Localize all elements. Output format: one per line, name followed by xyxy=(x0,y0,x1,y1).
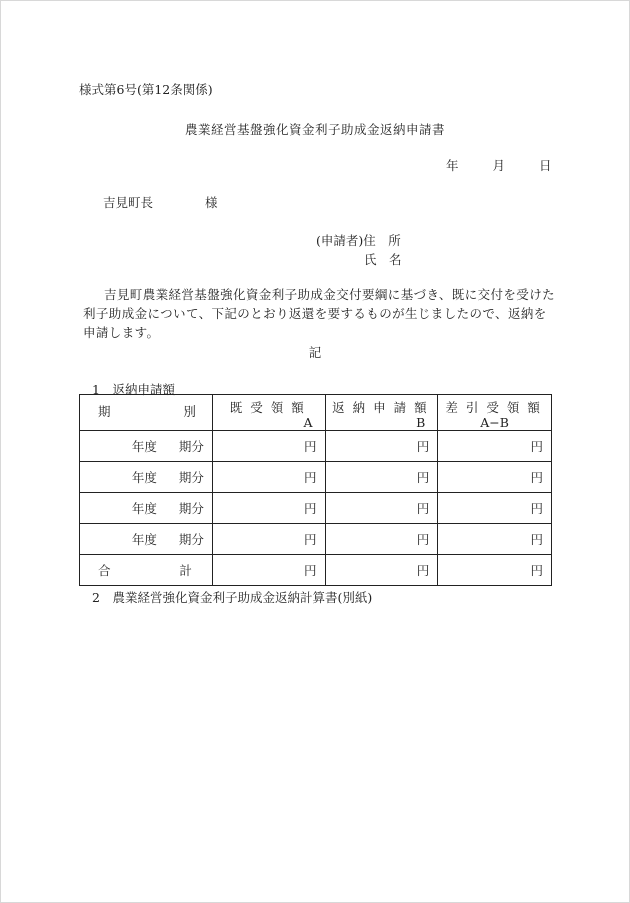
header-balance xyxy=(438,395,552,431)
table-row xyxy=(80,462,552,493)
refund-cell: 円 xyxy=(325,493,438,524)
refund-table xyxy=(79,394,552,586)
header-balance-sub: A−B xyxy=(480,415,509,430)
period-label: 期分 xyxy=(178,532,204,547)
total-received-cell: 円 xyxy=(212,555,325,586)
header-received-label: 既受領額 xyxy=(229,400,312,415)
period-cell xyxy=(80,431,213,462)
total-row xyxy=(80,555,552,586)
date-day: 日 xyxy=(538,158,552,173)
balance-cell: 円 xyxy=(438,431,552,462)
balance-cell: 円 xyxy=(438,493,552,524)
table-header-row xyxy=(80,395,552,431)
header-received xyxy=(212,395,325,431)
refund-cell: 円 xyxy=(325,524,438,555)
ki-heading: 記 xyxy=(308,345,322,360)
received-cell: 円 xyxy=(212,524,325,555)
year-label: 年度 xyxy=(131,501,157,516)
addressee-suffix: 様 xyxy=(205,195,218,210)
table-row xyxy=(80,493,552,524)
date-month: 月 xyxy=(492,158,505,173)
addressee-name: 吉見町長 xyxy=(103,195,154,210)
section1-title: 1 返納申請額 xyxy=(92,382,175,397)
header-refund xyxy=(325,395,438,431)
refund-cell: 円 xyxy=(325,462,438,493)
table-row xyxy=(80,431,552,462)
period-label: 期分 xyxy=(178,470,204,485)
received-cell: 円 xyxy=(212,462,325,493)
body-paragraph: 吉見町農業経営基盤強化資金利子助成金交付要綱に基づき、既に交付を受けた利子助成金について、下記のとおり返還を要するものが生じましたので、返納を申請します。 xyxy=(83,287,556,340)
total-label-right: 計 xyxy=(179,563,192,578)
period-cell xyxy=(80,524,213,555)
received-cell: 円 xyxy=(212,431,325,462)
refund-cell: 円 xyxy=(325,431,438,462)
header-balance-label: 差引受領額 xyxy=(445,400,548,415)
period-cell xyxy=(80,493,213,524)
period-label: 期分 xyxy=(178,439,204,454)
header-period-left: 期 xyxy=(98,404,111,419)
document-title: 農業経営基盤強化資金利子助成金返納申請書 xyxy=(184,122,445,137)
table-row xyxy=(80,524,552,555)
applicant-name-label: 氏 名 xyxy=(364,252,402,267)
header-received-sub: A xyxy=(303,415,313,430)
form-number: 様式第6号(第12条関係) xyxy=(79,82,213,97)
date-year: 年 xyxy=(446,158,459,173)
year-label: 年度 xyxy=(131,532,157,547)
header-refund-sub: B xyxy=(416,415,426,430)
total-refund-cell: 円 xyxy=(325,555,438,586)
total-label-cell xyxy=(80,555,213,586)
balance-cell: 円 xyxy=(438,524,552,555)
received-cell: 円 xyxy=(212,493,325,524)
total-balance-cell: 円 xyxy=(438,555,552,586)
total-label-left: 合 xyxy=(98,563,111,578)
period-label: 期分 xyxy=(178,501,204,516)
year-label: 年度 xyxy=(131,439,157,454)
balance-cell: 円 xyxy=(438,462,552,493)
period-cell xyxy=(80,462,213,493)
section2-title: 2 農業経営強化資金利子助成金返納計算書(別紙) xyxy=(92,590,373,605)
date-line xyxy=(446,156,551,174)
applicant-address-label: (申請者)住 所 xyxy=(316,233,401,248)
header-period-right: 別 xyxy=(183,404,196,419)
header-period xyxy=(80,395,213,431)
year-label: 年度 xyxy=(131,470,157,485)
header-refund-label: 返納申請額 xyxy=(332,400,435,415)
addressee xyxy=(103,193,218,211)
